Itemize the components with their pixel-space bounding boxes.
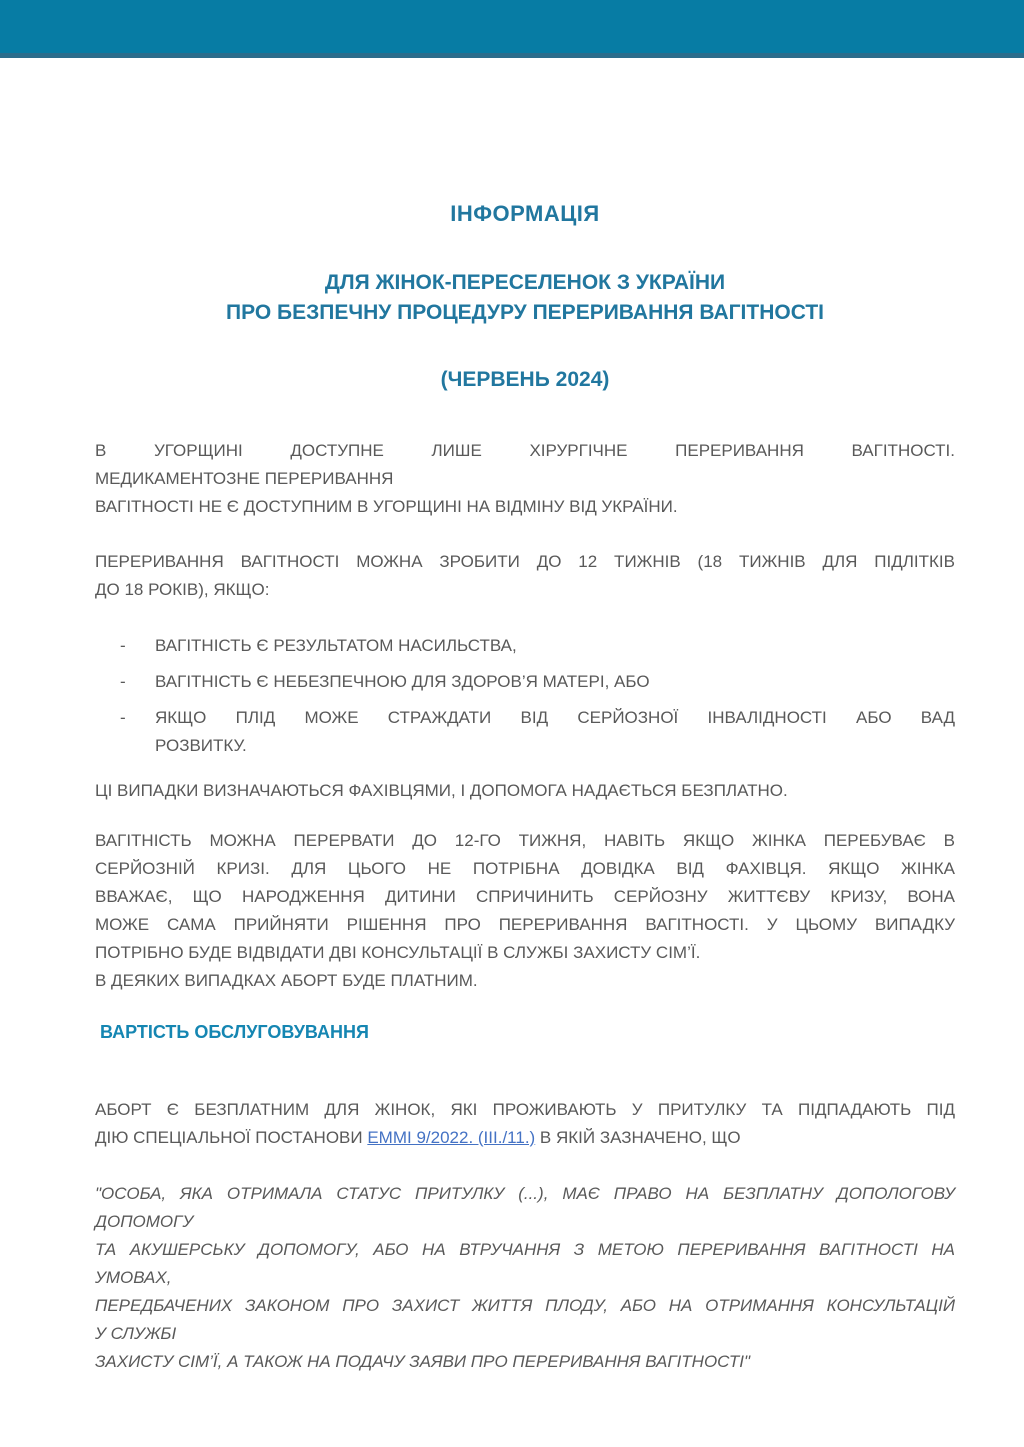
quote-line: "ОСОБА, ЯКА ОТРИМАЛА СТАТУС ПРИТУЛКУ (...), МАЄ ПРАВО НА БЕЗПЛАТНУ ДОПОЛОГОВУ [95, 1184, 955, 1203]
conditions-list [95, 632, 955, 760]
paragraph-term-limits [95, 548, 955, 604]
list-item [95, 632, 955, 660]
subtitle-line-1: ДЛЯ ЖІНОК-ПЕРЕСЕЛЕНОК З УКРАЇНИ [324, 271, 726, 294]
list-item-text: ЯКЩО ПЛІД МОЖЕ СТРАЖДАТИ ВІД СЕРЙОЗНОЇ ІНВАЛІДНОСТІ АБО ВАД [155, 708, 955, 727]
header-band [0, 0, 1024, 58]
quote-block [95, 1180, 955, 1376]
text-line: ПЕРЕРИВАННЯ ВАГІТНОСТІ МОЖНА ЗРОБИТИ ДО 12 ТИЖНІВ (18 ТИЖНІВ ДЛЯ ПІДЛІТКІВ [95, 552, 955, 571]
list-item-text: ВАГІТНІСТЬ Є НЕБЕЗПЕЧНОЮ ДЛЯ ЗДОРОВ’Я МАТЕРІ, АБО [155, 672, 650, 691]
text-line: В ДЕЯКИХ ВИПАДКАХ АБОРТ БУДЕ ПЛАТНИМ. [95, 971, 478, 990]
bullet-dash: - [120, 636, 126, 655]
document-date: (ЧЕРВЕНЬ 2024) [440, 368, 610, 391]
list-item [95, 704, 955, 760]
text-line: ВВАЖАЄ, ЩО НАРОДЖЕННЯ ДИТИНИ СПРИЧИНИТЬ СЕРЙОЗНУ ЖИТТЄВУ КРИЗУ, ВОНА [95, 887, 955, 906]
text-span: ДІЮ СПЕЦІАЛЬНОЇ ПОСТАНОВИ [95, 1128, 368, 1147]
document-subtitle [95, 268, 955, 328]
paragraph-decree [95, 1096, 955, 1152]
text-line: ДО 18 РОКІВ), ЯКЩО: [95, 580, 270, 599]
list-item-text: ВАГІТНІСТЬ Є РЕЗУЛЬТАТОМ НАСИЛЬСТВА, [155, 636, 517, 655]
text-line: МОЖЕ САМА ПРИЙНЯТИ РІШЕННЯ ПРО ПЕРЕРИВАННЯ ВАГІТНОСТІ. У ЦЬОМУ ВИПАДКУ [95, 915, 955, 934]
text-line: СЕРЙОЗНІЙ КРИЗІ. ДЛЯ ЦЬОГО НЕ ПОТРІБНА ДОВІДКА ВІД ФАХІВЦЯ. ЯКЩО ЖІНКА [95, 859, 955, 878]
quote-line: УМОВАХ, [95, 1268, 172, 1287]
quote-line: ДОПОМОГУ [95, 1212, 194, 1231]
list-item [95, 668, 955, 696]
decree-link[interactable]: EMMI 9/2022. (III./11.) [367, 1128, 536, 1147]
paragraph-availability [95, 437, 955, 521]
text-line: АБОРТ Є БЕЗПЛАТНИМ ДЛЯ ЖІНОК, ЯКІ ПРОЖИВАЮТЬ У ПРИТУЛКУ ТА ПІДПАДАЮТЬ ПІД [95, 1100, 955, 1119]
text-line: ПОТРІБНО БУДЕ ВІДВІДАТИ ДВІ КОНСУЛЬТАЦІЇ В СЛУЖБІ ЗАХИСТУ СІМ’Ї. [95, 943, 701, 962]
subtitle-line-2: ПРО БЕЗПЕЧНУ ПРОЦЕДУРУ ПЕРЕРИВАННЯ ВАГІТНОСТІ [226, 301, 824, 324]
list-item-text: РОЗВИТКУ. [155, 736, 247, 755]
text-line: ВАГІТНІСТЬ МОЖНА ПЕРЕРВАТИ ДО 12-ГО ТИЖНЯ, НАВІТЬ ЯКЩО ЖІНКА ПЕРЕБУВАЄ В [95, 831, 955, 850]
text-span: В ЯКІЙ ЗАЗНАЧЕНО, ЩО [535, 1128, 741, 1147]
quote-line: ПЕРЕДБАЧЕНИХ ЗАКОНОМ ПРО ЗАХИСТ ЖИТТЯ ПЛОДУ, АБО НА ОТРИМАННЯ КОНСУЛЬТАЦІЙ [95, 1296, 955, 1315]
text-line [95, 1124, 955, 1152]
document-body [95, 202, 955, 1376]
page-title: ІНФОРМАЦІЯ [450, 201, 600, 226]
paragraph-free-help [95, 777, 955, 805]
bullet-dash: - [120, 708, 126, 727]
text-line: МЕДИКАМЕНТОЗНЕ ПЕРЕРИВАННЯ [95, 469, 394, 488]
text-line: ВАГІТНОСТІ НЕ Є ДОСТУПНИМ В УГОРЩИНІ НА ВІДМІНУ ВІД УКРАЇНИ. [95, 497, 678, 516]
text-line: ЦІ ВИПАДКИ ВИЗНАЧАЮТЬСЯ ФАХІВЦЯМИ, І ДОПОМОГА НАДАЄТЬСЯ БЕЗПЛАТНО. [95, 781, 788, 800]
bullet-dash: - [120, 672, 126, 691]
quote-line: У СЛУЖБІ [95, 1324, 177, 1343]
quote-line: ТА АКУШЕРСЬКУ ДОПОМОГУ, АБО НА ВТРУЧАННЯ З МЕТОЮ ПЕРЕРИВАННЯ ВАГІТНОСТІ НА [95, 1240, 955, 1259]
quote-line: ЗАХИСТУ СІМ’Ї, А ТАКОЖ НА ПОДАЧУ ЗАЯВИ ПРО ПЕРЕРИВАННЯ ВАГІТНОСТІ" [95, 1352, 751, 1371]
paragraph-crisis [95, 827, 955, 995]
section-heading-cost: ВАРТІСТЬ ОБСЛУГОВУВАННЯ [100, 1022, 369, 1042]
text-line: В УГОРЩИНІ ДОСТУПНЕ ЛИШЕ ХІРУРГІЧНЕ ПЕРЕРИВАННЯ ВАГІТНОСТІ. [95, 441, 955, 460]
